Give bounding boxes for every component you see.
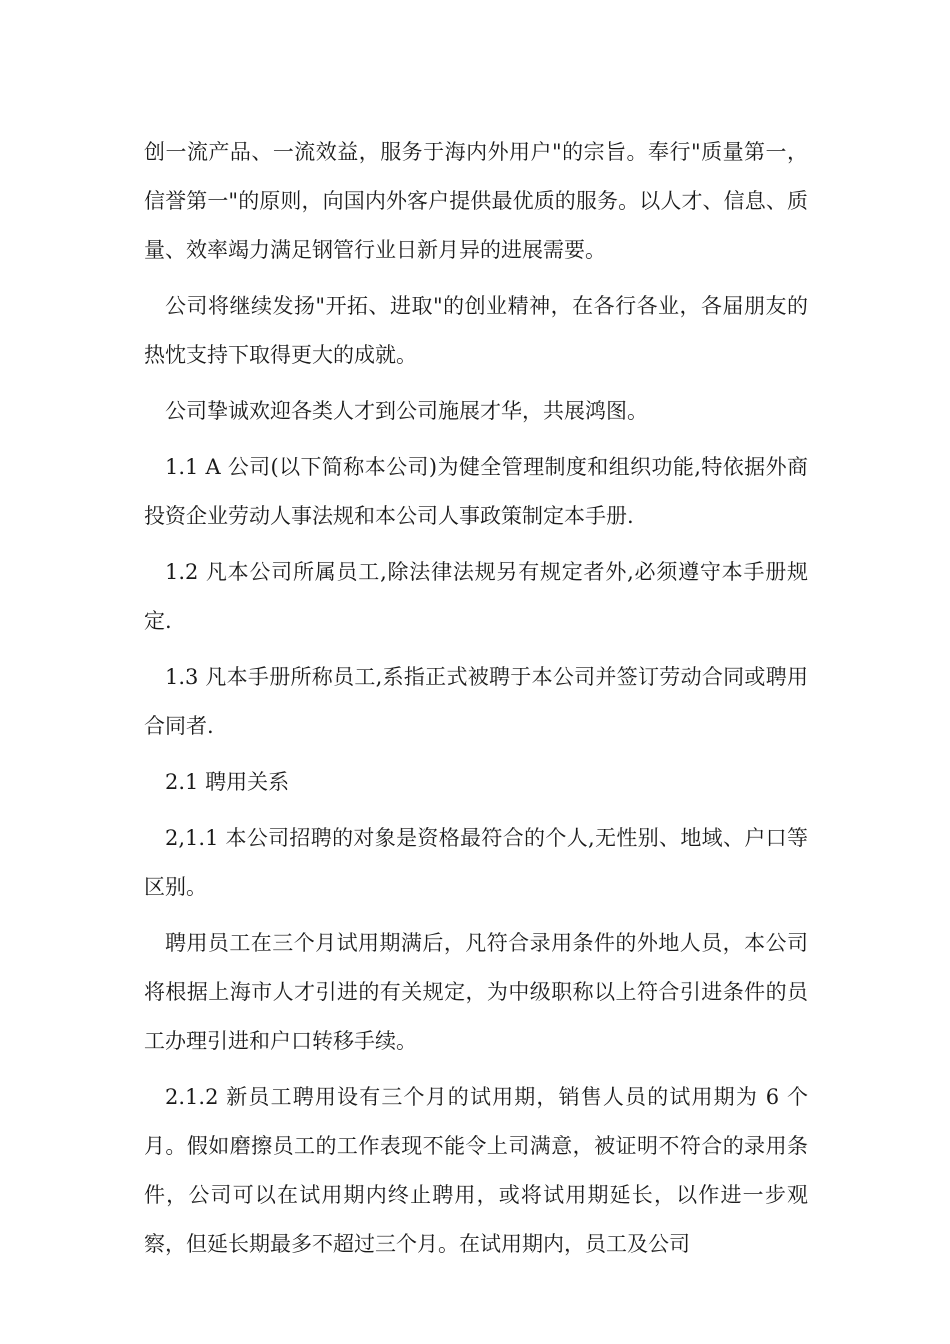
paragraph: 1.3 凡本手册所称员工,系指正式被聘于本公司并签订劳动合同或聘用合同者.	[144, 665, 808, 738]
document-page	[144, 128, 808, 1276]
paragraph: 聘用员工在三个月试用期满后，凡符合录用条件的外地人员，本公司将根据上海市人才引进的有关规定，为中级职称以上符合引进条件的员工办理引进和户口转移手续。	[144, 931, 808, 1053]
paragraph: 公司挚诚欢迎各类人才到公司施展才华，共展鸿图。	[165, 399, 648, 423]
paragraph: 2.1.2 新员工聘用设有三个月的试用期，销售人员的试用期为 6 个月。假如磨擦员工的工作表现不能令上司满意，被证明不符合的录用条件，公司可以在试用期内终止聘用，或将试用期延长，以作进一步观察，但延长期最多不超过三个月。在试用期内，员工及公司	[144, 1085, 808, 1256]
paragraph: 公司将继续发扬"开拓、进取"的创业精神，在各行各业，各届朋友的热忱支持下取得更大的成就。	[144, 294, 808, 367]
paragraph: 2,1.1 本公司招聘的对象是资格最符合的个人,无性别、地域、户口等区别。	[144, 826, 808, 899]
section-heading: 2.1 聘用关系	[165, 770, 290, 794]
paragraph: 1.1 A 公司(以下简称本公司)为健全管理制度和组织功能,特依据外商投资企业劳动人事法规和本公司人事政策制定本手册.	[144, 455, 808, 528]
paragraph: 1.2 凡本公司所属员工,除法律法规另有规定者外,必须遵守本手册规定.	[144, 560, 808, 633]
paragraph: 创一流产品、一流效益，服务于海内外用户"的宗旨。奉行"质量第一，信誉第一"的原则，向国内外客户提供最优质的服务。以人才、信息、质量、效率竭力满足钢管行业日新月异的进展需要。	[144, 140, 808, 262]
